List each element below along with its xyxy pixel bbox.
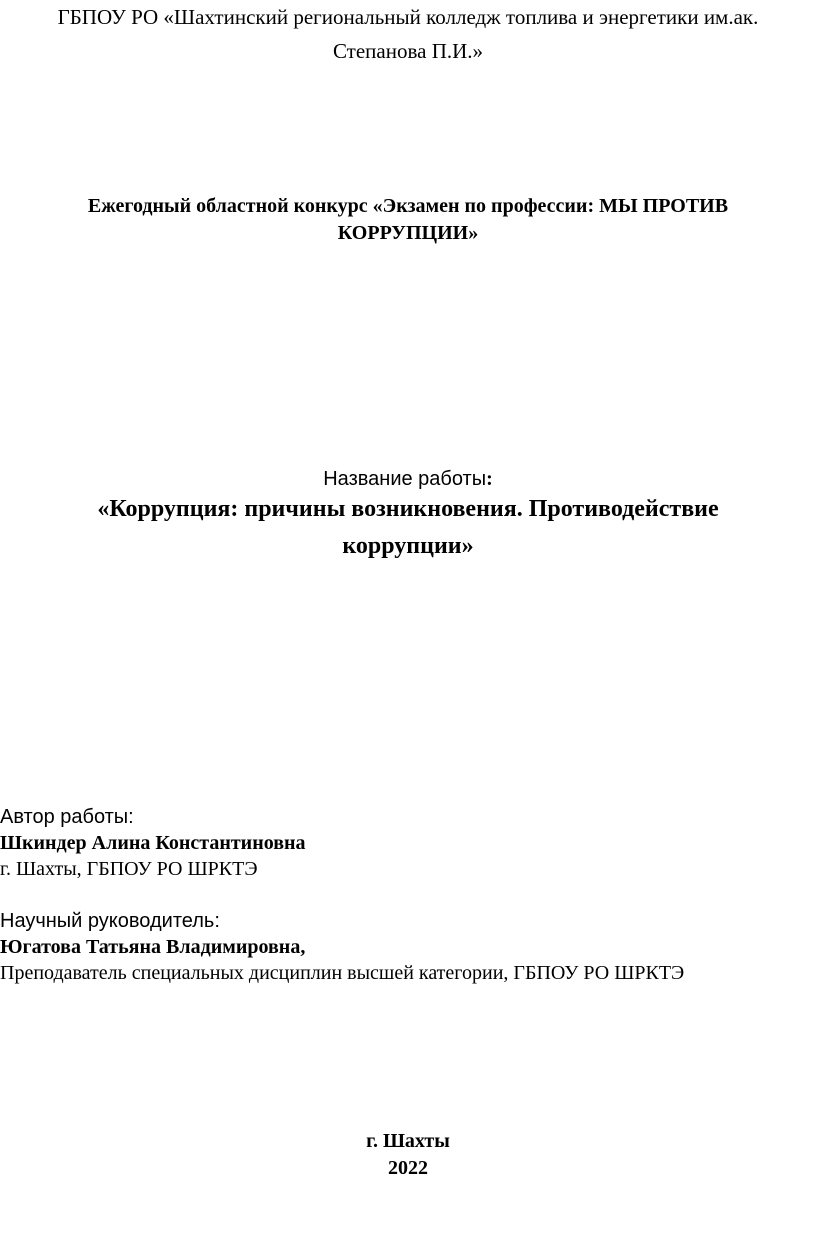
competition-title-line-1: Ежегодный областной конкурс «Экзамен по профессии: МЫ ПРОТИВ xyxy=(87,195,729,217)
footer-year: 2022 xyxy=(388,1157,428,1179)
institution-header xyxy=(0,0,816,68)
work-title-label xyxy=(0,466,816,492)
work-title xyxy=(0,491,816,565)
supervisor-label: Научный руководитель: xyxy=(0,910,220,932)
competition-title-line-2: КОРРУПЦИИ» xyxy=(337,222,479,244)
work-title-label-text: Название работы xyxy=(323,468,487,490)
work-title-label-colon: : xyxy=(486,468,493,490)
work-title-line-1: «Коррупция: причины возникновения. Противодействие xyxy=(97,496,719,522)
institution-header-line-1: ГБПОУ РО «Шахтинский региональный колледж топлива и энергетики им.ак. xyxy=(57,5,759,29)
institution-header-line-2: Степанова П.И.» xyxy=(332,39,484,63)
author-location: г. Шахты, ГБПОУ РО ШРКТЭ xyxy=(0,858,258,880)
footer-place-date xyxy=(0,1128,816,1182)
work-title-line-2: коррупции» xyxy=(342,533,474,559)
competition-title xyxy=(0,193,816,247)
author-name: Шкиндер Алина Константиновна xyxy=(0,832,306,854)
supervisor-name: Югатова Татьяна Владимировна, xyxy=(0,936,306,958)
footer-city: г. Шахты xyxy=(366,1130,450,1152)
author-label: Автор работы: xyxy=(0,806,134,828)
supervisor-position: Преподаватель специальных дисциплин высшей категории, ГБПОУ РО ШРКТЭ xyxy=(0,962,685,984)
